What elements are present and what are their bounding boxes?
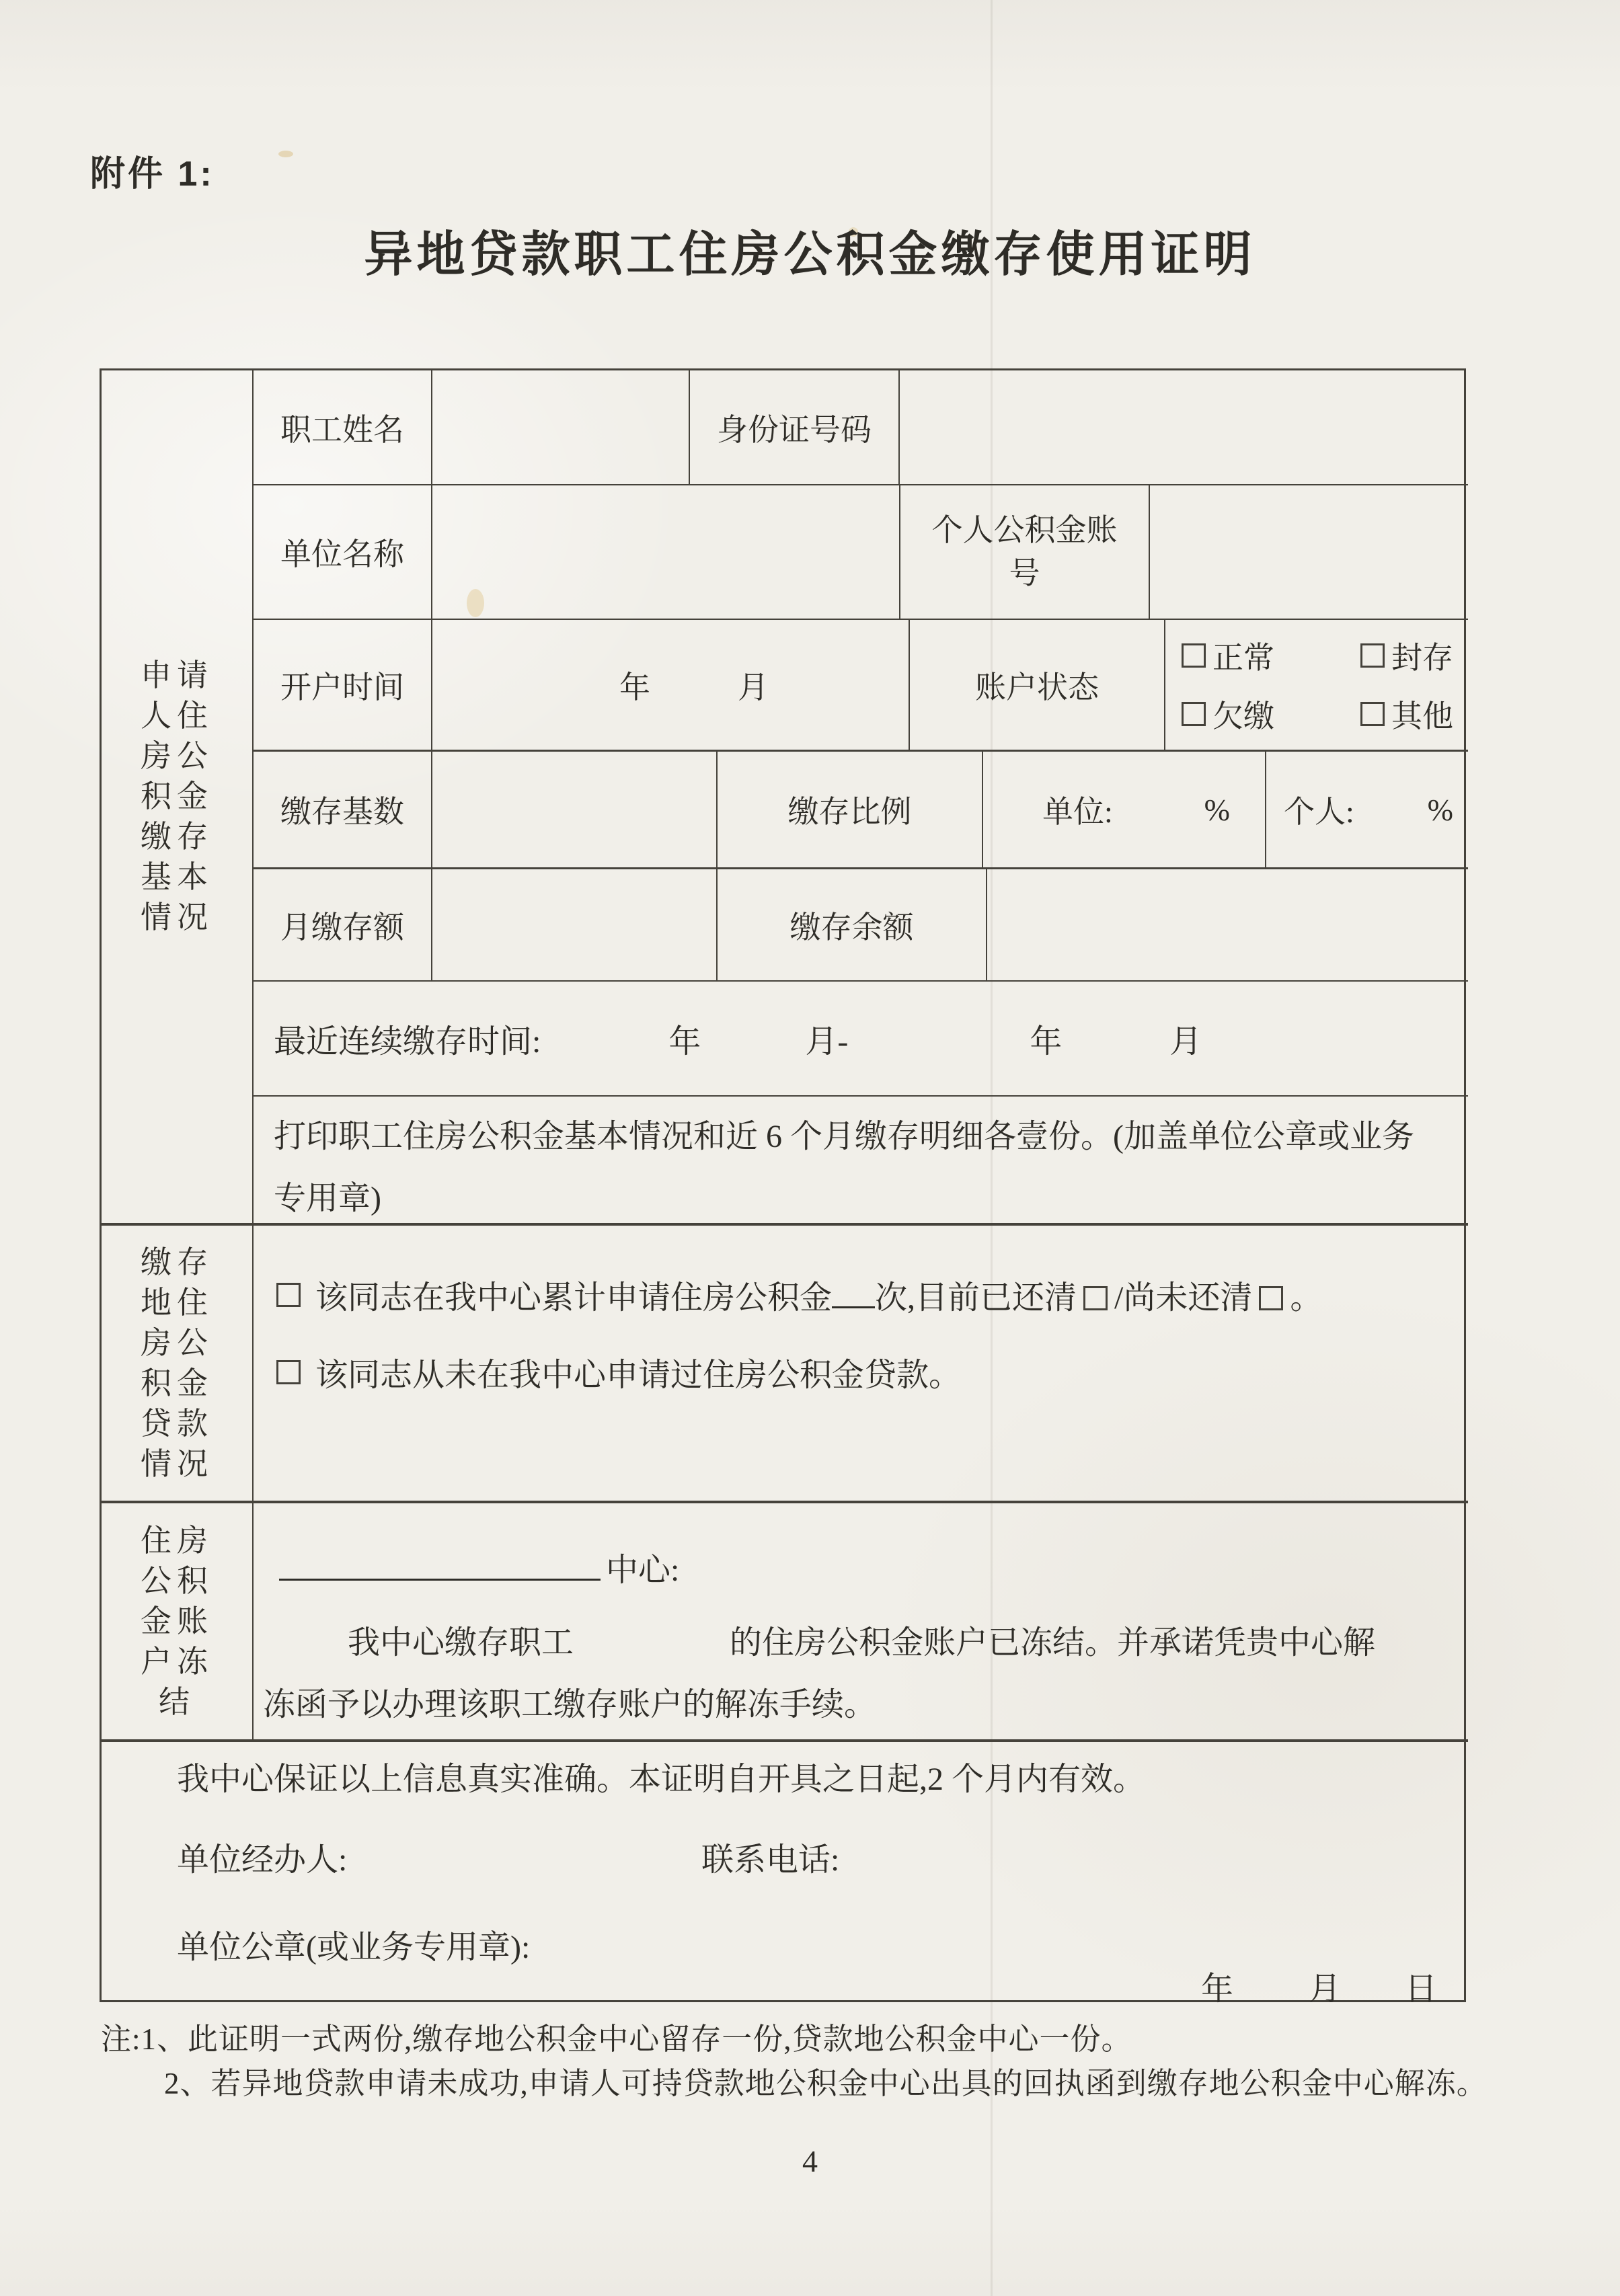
checkbox-icon[interactable] <box>1182 702 1206 726</box>
ratio-personal-label: 个人: <box>1284 795 1354 829</box>
id-number-label: 身份证号码 <box>717 412 872 447</box>
section3-side-header <box>102 1503 254 1742</box>
balance-label: 缴存余额 <box>789 910 914 945</box>
status-option-sealed[interactable] <box>1360 633 1453 678</box>
ratio-unit-cell[interactable] <box>983 752 1266 869</box>
option1-part2: 次,目前已还清 <box>875 1280 1077 1316</box>
employer-name-label: 单位名称 <box>280 537 404 571</box>
recent-year1-label: 年 <box>668 1024 701 1060</box>
freeze-salutation-line <box>279 1544 679 1590</box>
recent-month2-label: 月 <box>1169 1024 1202 1060</box>
account-status-label: 账户状态 <box>975 670 1099 705</box>
section2-side-label: 缴存地住房公积金贷款情况 <box>141 1244 213 1481</box>
open-date-month-label: 月 <box>738 670 769 705</box>
page-number: 4 <box>802 2144 818 2178</box>
section1-side-header <box>102 370 254 1226</box>
option1-part1: 该同志在我中心累计申请住房公积金 <box>315 1280 833 1316</box>
deposit-ratio-label-cell <box>718 752 983 869</box>
print-note-line1: 打印职工住房公积金基本情况和近 6 个月缴存明细各壹份。(加盖单位公章或业务 <box>274 1119 1414 1154</box>
status-option-label: 其他 <box>1391 699 1453 734</box>
status-option-label: 正常 <box>1212 641 1274 676</box>
section1-side-label: 申请人住房公积金缴存基本情况 <box>141 658 213 935</box>
freeze-body-line2: 冻函予以办理该职工缴存账户的解冻手续。 <box>263 1687 877 1723</box>
open-date-label-cell <box>254 620 432 752</box>
page-title: 异地贷款职工住房公积金缴存使用证明 <box>364 228 1256 282</box>
guarantee-text: 我中心保证以上信息真实准确。本证明自开具之日起,2 个月内有效。 <box>177 1761 1146 1797</box>
footnote-1: 注:1、此证明一式两份,缴存地公积金中心留存一份,贷款地公积金中心一份。 <box>101 2022 1132 2056</box>
section2-side-header <box>102 1226 254 1503</box>
section4-content-cell <box>102 1742 1468 2007</box>
status-option-label: 欠缴 <box>1212 699 1274 734</box>
operator-label: 单位经办人: <box>177 1842 348 1878</box>
checkbox-icon[interactable] <box>276 1360 301 1384</box>
checkbox-icon[interactable] <box>1360 702 1385 726</box>
account-status-options-cell <box>1165 620 1468 752</box>
loan-history-option-1[interactable] <box>276 1271 1322 1318</box>
deposit-base-value-cell[interactable] <box>432 752 718 869</box>
employer-name-value-cell[interactable] <box>432 485 900 620</box>
deposit-base-label-cell <box>254 752 432 869</box>
date-month-label: 月 <box>1309 1971 1342 2007</box>
personal-account-label: 个人公积金账号 <box>931 513 1118 590</box>
monthly-deposit-value-cell[interactable] <box>432 869 718 982</box>
option1-part4: 。 <box>1290 1280 1323 1316</box>
freeze-body-line1 <box>348 1616 1375 1663</box>
section2-content-cell <box>254 1226 1468 1503</box>
recent-period-label: 最近连续缴存时间: <box>274 1024 541 1060</box>
deposit-base-label: 缴存基数 <box>280 795 404 829</box>
section3-content-cell <box>254 1503 1468 1742</box>
phone-label: 联系电话: <box>701 1842 840 1878</box>
section3-side-label: 住房公积金账户冻结 <box>141 1523 213 1719</box>
option1-part3: /尚未还清 <box>1114 1280 1253 1316</box>
freeze-body-part1: 我中心缴存职工 <box>348 1625 574 1661</box>
open-date-value-cell[interactable] <box>432 620 910 752</box>
date-day-label: 日 <box>1405 1971 1438 2007</box>
freeze-body-part2: 的住房公积金账户已冻结。并承诺凭贵中心解 <box>730 1625 1376 1661</box>
attachment-label: 附件 1: <box>90 155 215 194</box>
status-option-label: 封存 <box>1391 641 1453 676</box>
scan-stain <box>278 151 293 157</box>
fill-in-blank-underline[interactable] <box>279 1554 601 1581</box>
recent-period-row[interactable] <box>254 982 1468 1097</box>
status-row-1 <box>1182 633 1453 678</box>
personal-account-label-cell <box>900 485 1150 620</box>
option1-text <box>315 1271 1322 1318</box>
id-number-value-cell[interactable] <box>900 370 1468 485</box>
checkbox-icon[interactable] <box>1182 643 1206 668</box>
print-note-line2: 专用章) <box>274 1181 381 1216</box>
footnote-2: 2、若异地贷款申请未成功,申请人可持贷款地公积金中心出具的回执函到缴存地公积金中心解冻。 <box>164 2067 1488 2100</box>
open-date-year-label: 年 <box>619 670 650 705</box>
certificate-form-table <box>100 368 1466 2007</box>
ratio-personal-cell[interactable] <box>1266 752 1468 869</box>
date-year-label: 年 <box>1201 1971 1234 2007</box>
status-row-2 <box>1182 692 1453 736</box>
seal-label: 单位公章(或业务专用章): <box>177 1930 531 1965</box>
deposit-ratio-label: 缴存比例 <box>787 795 912 829</box>
option2-text: 该同志从未在我中心申请过住房公积金贷款。 <box>315 1357 962 1393</box>
employer-name-label-cell <box>254 485 432 620</box>
status-option-arrears[interactable] <box>1182 692 1274 736</box>
balance-label-cell <box>718 869 987 982</box>
monthly-deposit-label-cell <box>254 869 432 982</box>
ratio-personal-percent: % <box>1427 792 1453 827</box>
monthly-deposit-label: 月缴存额 <box>280 910 404 945</box>
id-number-label-cell <box>690 370 900 485</box>
account-status-label-cell <box>910 620 1165 752</box>
ratio-unit-percent: % <box>1204 792 1230 827</box>
checkbox-icon[interactable] <box>1083 1286 1108 1310</box>
employee-name-value-cell[interactable] <box>432 370 690 485</box>
employee-name-label-cell <box>254 370 432 485</box>
open-date-label: 开户时间 <box>280 670 404 705</box>
balance-value-cell[interactable] <box>987 869 1468 982</box>
freeze-salutation-suffix: 中心: <box>606 1552 680 1588</box>
recent-month1-label: 月- <box>805 1024 849 1060</box>
checkbox-icon[interactable] <box>1360 643 1385 668</box>
checkbox-icon[interactable] <box>276 1283 301 1307</box>
status-option-normal[interactable] <box>1182 633 1274 678</box>
recent-year2-label: 年 <box>1030 1024 1063 1060</box>
loan-history-option-2[interactable] <box>276 1349 961 1395</box>
employee-name-label: 职工姓名 <box>280 412 404 447</box>
personal-account-value-cell[interactable] <box>1150 485 1468 620</box>
ratio-unit-label: 单位: <box>1042 795 1113 829</box>
checkbox-icon[interactable] <box>1259 1286 1283 1310</box>
status-option-other[interactable] <box>1360 692 1453 736</box>
fill-in-blank-underline[interactable] <box>832 1281 875 1308</box>
print-note-cell <box>254 1097 1468 1226</box>
